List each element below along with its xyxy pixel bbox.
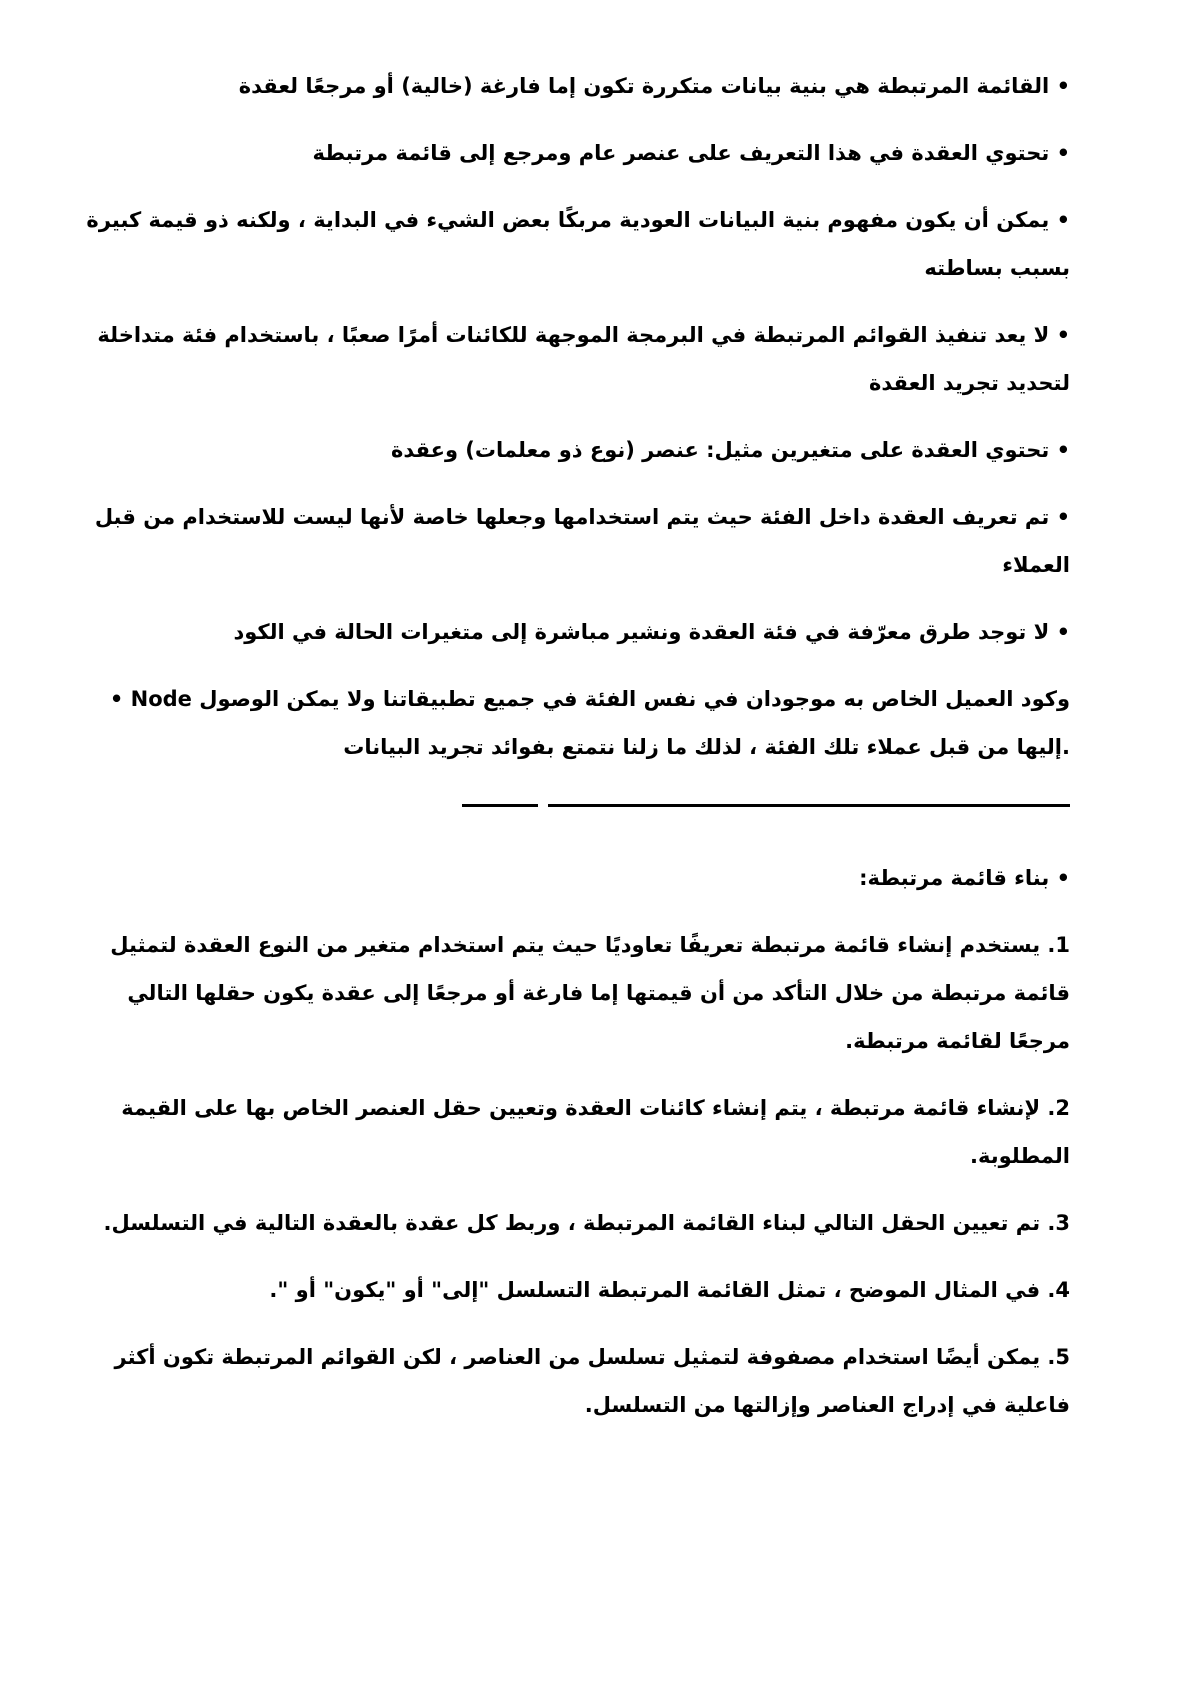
bullet-paragraph: • تحتوي العقدة في هذا التعريف على عنصر عام ومرجع إلى قائمة مرتبطة — [312, 141, 1070, 165]
section-divider — [70, 790, 1070, 824]
bullet-paragraph: • تم تعريف العقدة داخل الفئة حيث يتم استخدامها وجعلها خاصة لأنها ليست للاستخدام من قبل العملاء — [94, 505, 1070, 577]
divider-long-segment — [548, 804, 1070, 807]
section-heading: • بناء قائمة مرتبطة: — [859, 866, 1070, 890]
document-body — [70, 62, 1070, 1448]
bullet-paragraph: • القائمة المرتبطة هي بنية بيانات متكررة تكون إما فارغة (خالية) أو مرجعًا لعقدة — [238, 74, 1070, 98]
numbered-step: 3. تم تعيين الحقل التالي لبناء القائمة المرتبطة ، وربط كل عقدة بالعقدة التالية في التسلسل. — [103, 1211, 1070, 1235]
numbered-step: 2. لإنشاء قائمة مرتبطة ، يتم إنشاء كائنات العقدة وتعيين حقل العنصر الخاص بها على القيمة المطلوبة. — [121, 1096, 1070, 1168]
numbered-step: 4. في المثال الموضح ، تمثل القائمة المرتبطة التسلسل "إلى" أو "يكون" أو ". — [269, 1278, 1070, 1302]
bullet-paragraph: • تحتوي العقدة على متغيرين مثيل: عنصر (نوع ذو معلمات) وعقدة — [390, 438, 1070, 462]
bullet-paragraph: • يمكن أن يكون مفهوم بنية البيانات العودية مربكًا بعض الشيء في البداية ، ولكنه ذو قيمة كبيرة بسبب بساطته — [86, 208, 1070, 280]
divider-short-segment — [462, 804, 538, 807]
numbered-step: 5. يمكن أيضًا استخدام مصفوفة لتمثيل تسلسل من العناصر ، لكن القوائم المرتبطة تكون أكثر فاعلية في إدراج العناصر وإزالتها من التسلسل. — [114, 1345, 1070, 1417]
bullet-paragraph: • لا يعد تنفيذ القوائم المرتبطة في البرمجة الموجهة للكائنات أمرًا صعبًا ، باستخدام فئة متداخلة لتحديد تجريد العقدة — [97, 323, 1070, 395]
numbered-step: 1. يستخدم إنشاء قائمة مرتبطة تعريفًا تعاوديًا حيث يتم استخدام متغير من النوع العقدة لتمثيل قائمة مرتبطة من خلال التأكد من أن قيمتها إما فارغة أو مرجعًا إلى عقدة يكون حقلها التالي مرجعًا لقائمة مرتبطة. — [110, 933, 1070, 1053]
bullet-paragraph: • Node وكود العميل الخاص به موجودان في نفس الفئة في جميع تطبيقاتنا ولا يمكن الوصول إليها من قبل عملاء تلك الفئة ، لذلك ما زلنا نتمتع بفوائد تجريد البيانات. — [109, 687, 1070, 759]
bullet-paragraph: • لا توجد طرق معرّفة في فئة العقدة ونشير مباشرة إلى متغيرات الحالة في الكود — [233, 620, 1070, 644]
